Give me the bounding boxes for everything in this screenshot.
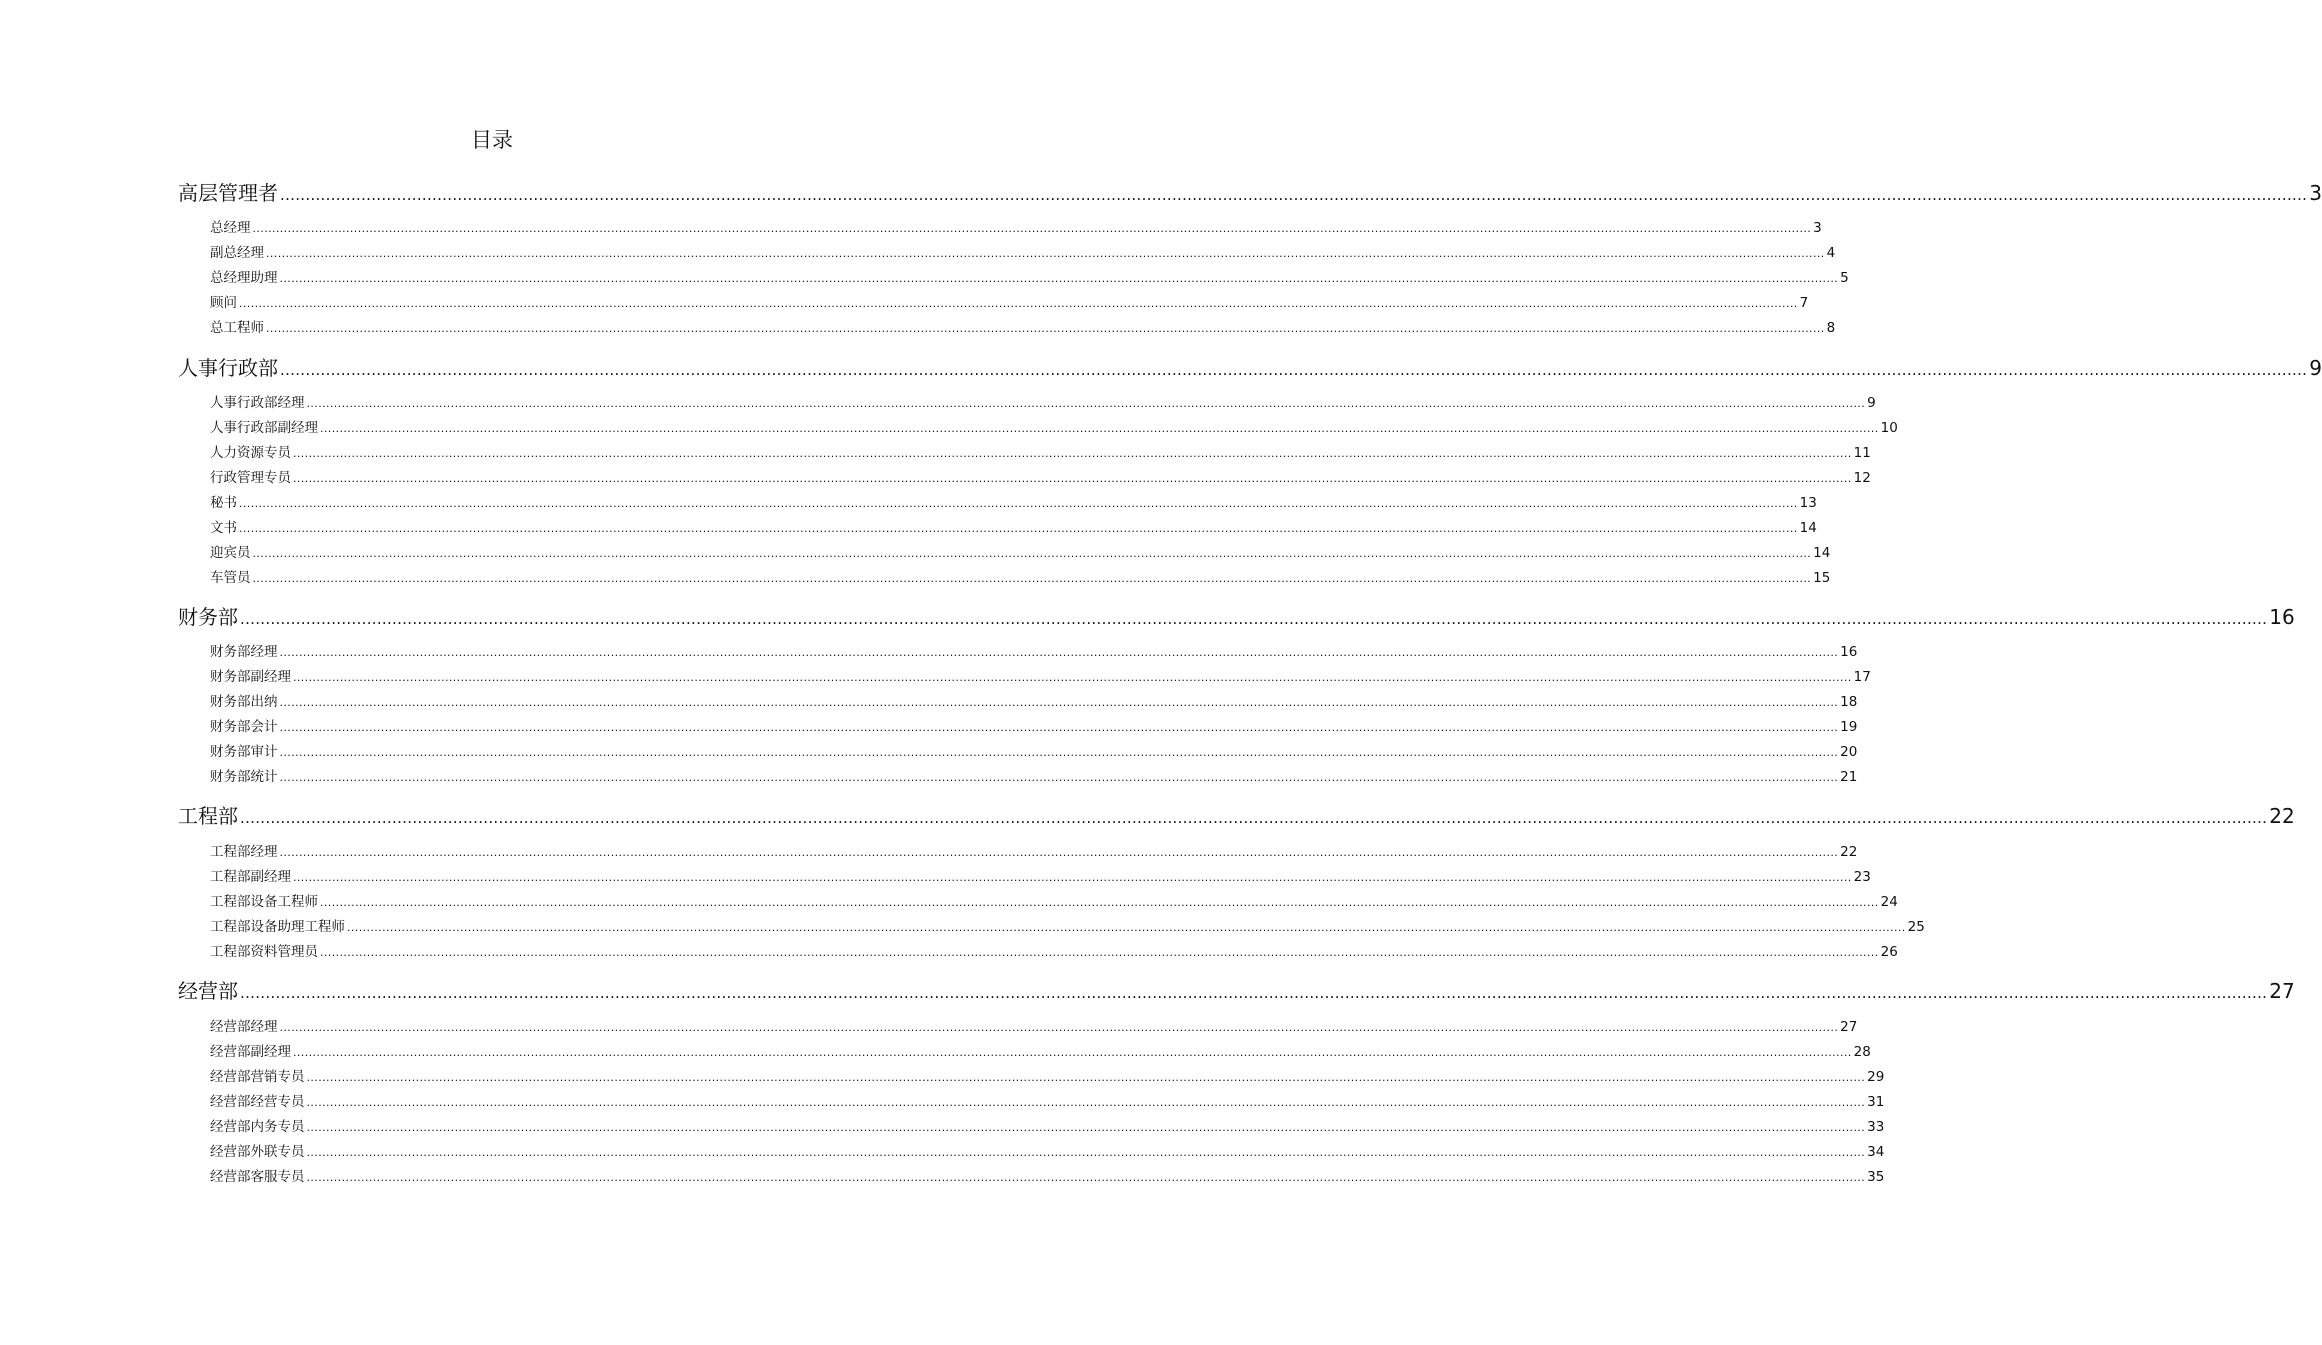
toc-item-page: 29	[1867, 1069, 1885, 1085]
toc-item[interactable]	[210, 243, 1836, 264]
toc-item-label: 车管员	[210, 570, 251, 586]
toc-item-label: 副总经理	[210, 245, 264, 261]
toc-item-page: 17	[1853, 669, 1871, 685]
dot-leader: ................................................................................................................................................................................................................................................................................................................................................................................................................	[347, 921, 1906, 934]
toc-item-label: 工程部资料管理员	[210, 944, 318, 960]
toc-item[interactable]	[210, 268, 1849, 289]
dot-leader: ................................................................................................................................................................................................................................................................................................................................................................................................................	[306, 1071, 1866, 1084]
toc-item-label: 工程部设备工程师	[210, 894, 318, 910]
toc-item-page: 15	[1813, 570, 1831, 586]
toc-section-label: 人事行政部	[178, 356, 278, 380]
toc-item-page: 12	[1853, 470, 1871, 486]
toc-item[interactable]	[210, 1117, 1885, 1138]
toc-item-page: 14	[1813, 545, 1831, 561]
toc-item[interactable]	[210, 468, 1871, 489]
dot-leader: ................................................................................................................................................................................................................................................................................................................................................................................................................	[306, 1171, 1866, 1184]
toc-item-page: 22	[1840, 844, 1858, 860]
toc-item-label: 人事行政部经理	[210, 395, 305, 411]
dot-leader: ................................................................................................................................................................................................................................................................................................................................................................................................................	[279, 746, 1839, 759]
dot-leader: ................................................................................................................................................................................................................................................................................................................................................................................................................	[239, 497, 1798, 510]
dot-leader: ................................................................................................................................................................................................................................................................................................................................................................................................................	[293, 671, 1852, 684]
toc-item-page: 33	[1867, 1119, 1885, 1135]
toc-item-label: 经营部内务专员	[210, 1119, 305, 1135]
toc-item-label: 总工程师	[210, 320, 264, 336]
toc-item-label: 顾问	[210, 295, 237, 311]
toc-section-label: 工程部	[178, 804, 238, 828]
dot-leader: ................................................................................................................................................................................................................................................................................................................................................................................................................	[252, 572, 1812, 585]
toc-item[interactable]	[210, 393, 1876, 414]
dot-leader: ................................................................................................................................................................................................................................................................................................................................................................................................................	[279, 721, 1839, 734]
toc-item-label: 迎宾员	[210, 545, 251, 561]
toc-item[interactable]	[210, 692, 1858, 713]
toc-item[interactable]	[210, 568, 1831, 589]
toc-item[interactable]	[210, 742, 1858, 763]
dot-leader: ................................................................................................................................................................................................................................................................................................................................................................................................................	[279, 1021, 1839, 1034]
dot-leader: ................................................................................................................................................................................................................................................................................................................................................................................................................	[279, 696, 1839, 709]
toc-item[interactable]	[210, 318, 1836, 339]
toc-item-label: 行政管理专员	[210, 470, 291, 486]
toc-item-label: 人事行政部副经理	[210, 420, 318, 436]
toc-item[interactable]	[210, 767, 1858, 788]
toc-item-label: 财务部经理	[210, 644, 278, 660]
toc-item-page: 19	[1840, 719, 1858, 735]
toc-item-label: 经营部营销专员	[210, 1069, 305, 1085]
toc-item[interactable]	[210, 842, 1858, 863]
dot-leader: ................................................................................................................................................................................................................................................................................................................................................................................................................	[293, 472, 1852, 485]
toc-item[interactable]	[210, 1142, 1885, 1163]
toc-section-4[interactable]	[178, 978, 2295, 1006]
toc-item-label: 经营部副经理	[210, 1044, 291, 1060]
dot-leader: ................................................................................................................................................................................................................................................................................................................................................................................................................	[306, 397, 1866, 410]
dot-leader: ................................................................................................................................................................................................................................................................................................................................................................................................................	[240, 984, 2268, 1002]
toc-item-page: 5	[1840, 270, 1849, 286]
toc-section-0[interactable]	[178, 180, 2322, 208]
toc-item-label: 工程部经理	[210, 844, 278, 860]
toc-item-page: 18	[1840, 694, 1858, 710]
dot-leader: ................................................................................................................................................................................................................................................................................................................................................................................................................	[279, 646, 1839, 659]
toc-item-page: 14	[1799, 520, 1817, 536]
toc-item-label: 人力资源专员	[210, 445, 291, 461]
toc-section-label: 高层管理者	[178, 181, 278, 205]
toc-item-page: 24	[1880, 894, 1898, 910]
toc-item-page: 28	[1853, 1044, 1871, 1060]
toc-item[interactable]	[210, 443, 1871, 464]
toc-item-page: 31	[1867, 1094, 1885, 1110]
dot-leader: ................................................................................................................................................................................................................................................................................................................................................................................................................	[280, 361, 2308, 379]
toc-item-label: 经营部经理	[210, 1019, 278, 1035]
dot-leader: ................................................................................................................................................................................................................................................................................................................................................................................................................	[306, 1146, 1866, 1159]
dot-leader: ................................................................................................................................................................................................................................................................................................................................................................................................................	[239, 522, 1798, 535]
toc-item-label: 财务部会计	[210, 719, 278, 735]
toc-item-label: 财务部出纳	[210, 694, 278, 710]
toc-item-page: 21	[1840, 769, 1858, 785]
dot-leader: ................................................................................................................................................................................................................................................................................................................................................................................................................	[293, 1046, 1852, 1059]
toc-item-label: 经营部客服专员	[210, 1169, 305, 1185]
dot-leader: ................................................................................................................................................................................................................................................................................................................................................................................................................	[306, 1096, 1866, 1109]
dot-leader: ................................................................................................................................................................................................................................................................................................................................................................................................................	[320, 422, 1879, 435]
toc-section-label: 财务部	[178, 605, 238, 629]
toc-section-page: 22	[2269, 804, 2295, 828]
dot-leader: ................................................................................................................................................................................................................................................................................................................................................................................................................	[280, 186, 2308, 204]
toc-item[interactable]	[210, 667, 1871, 688]
dot-leader: ................................................................................................................................................................................................................................................................................................................................................................................................................	[279, 771, 1839, 784]
toc-item-label: 总经理	[210, 220, 251, 236]
toc-item-label: 工程部副经理	[210, 869, 291, 885]
dot-leader: ................................................................................................................................................................................................................................................................................................................................................................................................................	[320, 896, 1879, 909]
toc-item-page: 23	[1853, 869, 1871, 885]
toc-section-page: 9	[2309, 356, 2322, 380]
toc-item-page: 13	[1799, 495, 1817, 511]
dot-leader: ................................................................................................................................................................................................................................................................................................................................................................................................................	[239, 297, 1798, 310]
toc-item[interactable]	[210, 493, 1817, 514]
toc-item-label: 财务部审计	[210, 744, 278, 760]
toc-section-page: 27	[2269, 979, 2295, 1003]
dot-leader: ................................................................................................................................................................................................................................................................................................................................................................................................................	[293, 447, 1852, 460]
toc-item-label: 财务部副经理	[210, 669, 291, 685]
toc-item[interactable]	[210, 1017, 1858, 1038]
toc-section-2[interactable]	[178, 604, 2295, 632]
toc-section-3[interactable]	[178, 803, 2295, 831]
toc-item[interactable]	[210, 867, 1871, 888]
toc-item-label: 财务部统计	[210, 769, 278, 785]
toc-item-label: 文书	[210, 520, 237, 536]
toc-item[interactable]	[210, 892, 1898, 913]
dot-leader: ................................................................................................................................................................................................................................................................................................................................................................................................................	[293, 871, 1852, 884]
toc-item-page: 26	[1880, 944, 1898, 960]
toc-item-label: 经营部外联专员	[210, 1144, 305, 1160]
toc-section-1[interactable]	[178, 355, 2322, 383]
toc-item-page: 11	[1853, 445, 1871, 461]
dot-leader: ................................................................................................................................................................................................................................................................................................................................................................................................................	[252, 222, 1812, 235]
dot-leader: ................................................................................................................................................................................................................................................................................................................................................................................................................	[279, 846, 1839, 859]
dot-leader: ................................................................................................................................................................................................................................................................................................................................................................................................................	[252, 547, 1812, 560]
toc-item-label: 总经理助理	[210, 270, 278, 286]
toc-item[interactable]	[210, 1042, 1871, 1063]
toc-item[interactable]	[210, 543, 1831, 564]
toc-item-page: 35	[1867, 1169, 1885, 1185]
toc-item-page: 27	[1840, 1019, 1858, 1035]
toc-item[interactable]	[210, 942, 1898, 963]
page-title: 目录	[471, 128, 513, 152]
toc-section-page: 16	[2269, 605, 2295, 629]
toc-item-page: 9	[1867, 395, 1876, 411]
toc-item-label: 秘书	[210, 495, 237, 511]
toc-item[interactable]	[210, 717, 1858, 738]
toc-item-page: 4	[1826, 245, 1836, 261]
toc-item[interactable]	[210, 518, 1817, 539]
dot-leader: ................................................................................................................................................................................................................................................................................................................................................................................................................	[240, 809, 2268, 827]
toc-item[interactable]	[210, 1167, 1885, 1188]
toc-item-page: 25	[1907, 919, 1925, 935]
toc-item[interactable]	[210, 418, 1898, 439]
toc-item-page: 20	[1840, 744, 1858, 760]
toc-item[interactable]	[210, 218, 1822, 239]
dot-leader: ................................................................................................................................................................................................................................................................................................................................................................................................................	[240, 610, 2268, 628]
toc-item-label: 工程部设备助理工程师	[210, 919, 345, 935]
toc-item[interactable]	[210, 642, 1858, 663]
toc-item-page: 7	[1799, 295, 1809, 311]
dot-leader: ................................................................................................................................................................................................................................................................................................................................................................................................................	[306, 1121, 1866, 1134]
toc-item-page: 34	[1867, 1144, 1885, 1160]
toc-item[interactable]	[210, 293, 1809, 314]
toc-item-page: 8	[1826, 320, 1836, 336]
toc-item[interactable]	[210, 1092, 1885, 1113]
toc-item-label: 经营部经营专员	[210, 1094, 305, 1110]
toc-item-page: 3	[1813, 220, 1822, 236]
dot-leader: ................................................................................................................................................................................................................................................................................................................................................................................................................	[320, 946, 1879, 959]
toc-item[interactable]	[210, 917, 1925, 938]
toc-item-page: 16	[1840, 644, 1858, 660]
dot-leader: ................................................................................................................................................................................................................................................................................................................................................................................................................	[266, 322, 1825, 335]
dot-leader: ................................................................................................................................................................................................................................................................................................................................................................................................................	[266, 247, 1825, 260]
toc-item-page: 10	[1880, 420, 1898, 436]
toc-item[interactable]	[210, 1067, 1885, 1088]
toc-section-page: 3	[2309, 181, 2322, 205]
dot-leader: ................................................................................................................................................................................................................................................................................................................................................................................................................	[279, 272, 1839, 285]
toc-section-label: 经营部	[178, 979, 238, 1003]
